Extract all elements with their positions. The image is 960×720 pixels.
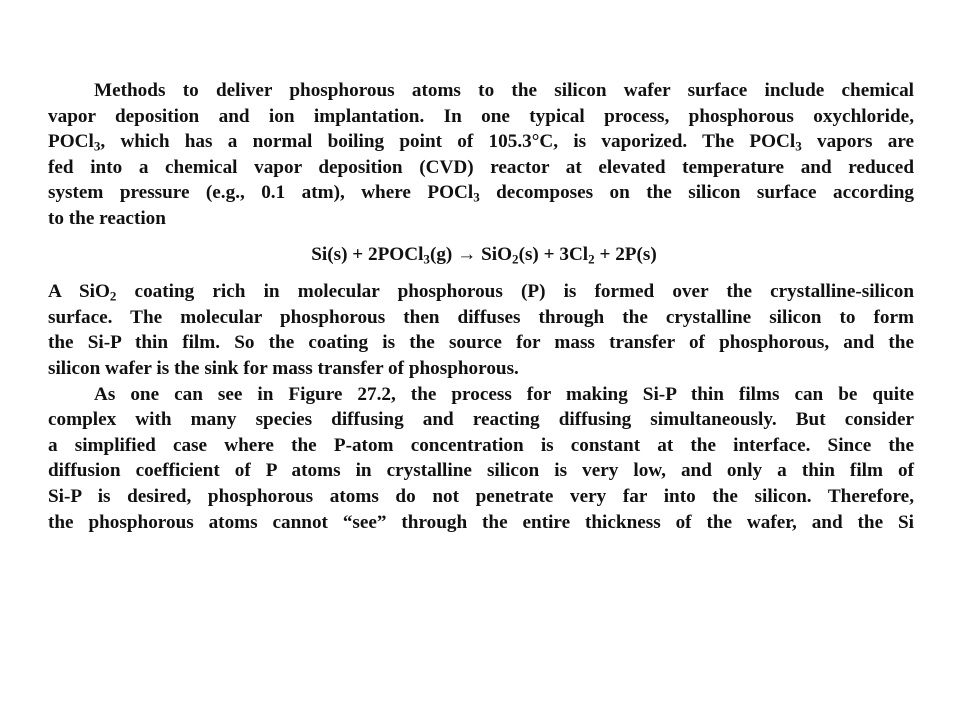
chemical-equation xyxy=(48,242,914,268)
text-line xyxy=(48,180,914,206)
text-line xyxy=(48,458,914,484)
subscript: 3 xyxy=(423,250,430,266)
text-run: diffusion coefficient of P atoms in crystalline silicon is very low, and only a thin film of xyxy=(48,460,914,482)
text-run: (g) → SiO xyxy=(429,243,513,265)
subscript: 3 xyxy=(473,189,480,205)
text-run: Methods to deliver phosphorous atoms to the silicon wafer surface include chemical xyxy=(94,80,914,101)
text-run: POCl xyxy=(48,131,94,153)
text-line xyxy=(48,206,914,232)
text-run: to the reaction xyxy=(48,207,166,229)
subscript: 2 xyxy=(109,288,117,304)
text-line xyxy=(48,510,914,536)
text-run: decomposes on the silicon surface according xyxy=(479,182,914,204)
paragraph-simplified-case xyxy=(48,382,914,536)
text-run: Si-P is desired, phosphorous atoms do not penetrate very far into the silicon. Therefore, xyxy=(48,485,914,507)
subscript: 3 xyxy=(93,138,101,154)
text-run: coating rich in molecular phosphorous (P) is formed over the crystalline-silicon xyxy=(116,281,914,303)
text-run: Si(s) + 2POCl xyxy=(311,243,424,265)
subscript: 2 xyxy=(588,250,595,266)
text-run: silicon wafer is the sink for mass transfer of phosphorous. xyxy=(48,357,519,379)
text-run: the Si-P thin film. So the coating is the source for mass transfer of phosphorous, and the xyxy=(48,332,914,354)
text-line xyxy=(48,155,914,181)
subscript: 2 xyxy=(512,250,519,266)
text-line xyxy=(48,356,914,382)
text-run: + 2P(s) xyxy=(594,243,657,265)
text-run: fed into a chemical vapor deposition (CVD) reactor at elevated temperature and reduced xyxy=(48,156,914,178)
text-line xyxy=(48,129,914,155)
text-run: the phosphorous atoms cannot “see” through the entire thickness of the wafer, and the Si xyxy=(48,511,914,533)
paragraph-intro xyxy=(48,78,914,232)
text-line xyxy=(48,484,914,510)
text-run: A SiO xyxy=(48,281,110,303)
text-block xyxy=(48,78,914,535)
text-line xyxy=(48,433,914,459)
text-run: system pressure (e.g., 0.1 atm), where POCl xyxy=(48,182,474,204)
text-line xyxy=(48,305,914,331)
text-line xyxy=(48,78,914,104)
text-run: surface. The molecular phosphorous then diffuses through the crystalline silicon to form xyxy=(48,306,914,328)
text-run: , which has a normal boiling point of 105.3°C, is vaporized. The POCl xyxy=(100,131,796,153)
text-line xyxy=(48,382,914,408)
paragraph-coating xyxy=(48,279,914,381)
text-run: As one can see in Figure 27.2, the process for making Si-P thin films can be quite xyxy=(94,383,914,405)
text-line xyxy=(48,407,914,433)
text-run: (s) + 3Cl xyxy=(518,243,589,265)
text-run: complex with many species diffusing and reacting diffusing simultaneously. But consider xyxy=(48,409,914,431)
text-line xyxy=(48,330,914,356)
text-run: vapor deposition and ion implantation. In one typical process, phosphorous oxychloride, xyxy=(48,105,914,127)
text-run: a simplified case where the P-atom concentration is constant at the interface. Since the xyxy=(48,434,914,456)
text-line xyxy=(48,104,914,130)
text-line xyxy=(48,279,914,305)
subscript: 3 xyxy=(795,138,802,154)
text-run: vapors are xyxy=(801,131,915,153)
